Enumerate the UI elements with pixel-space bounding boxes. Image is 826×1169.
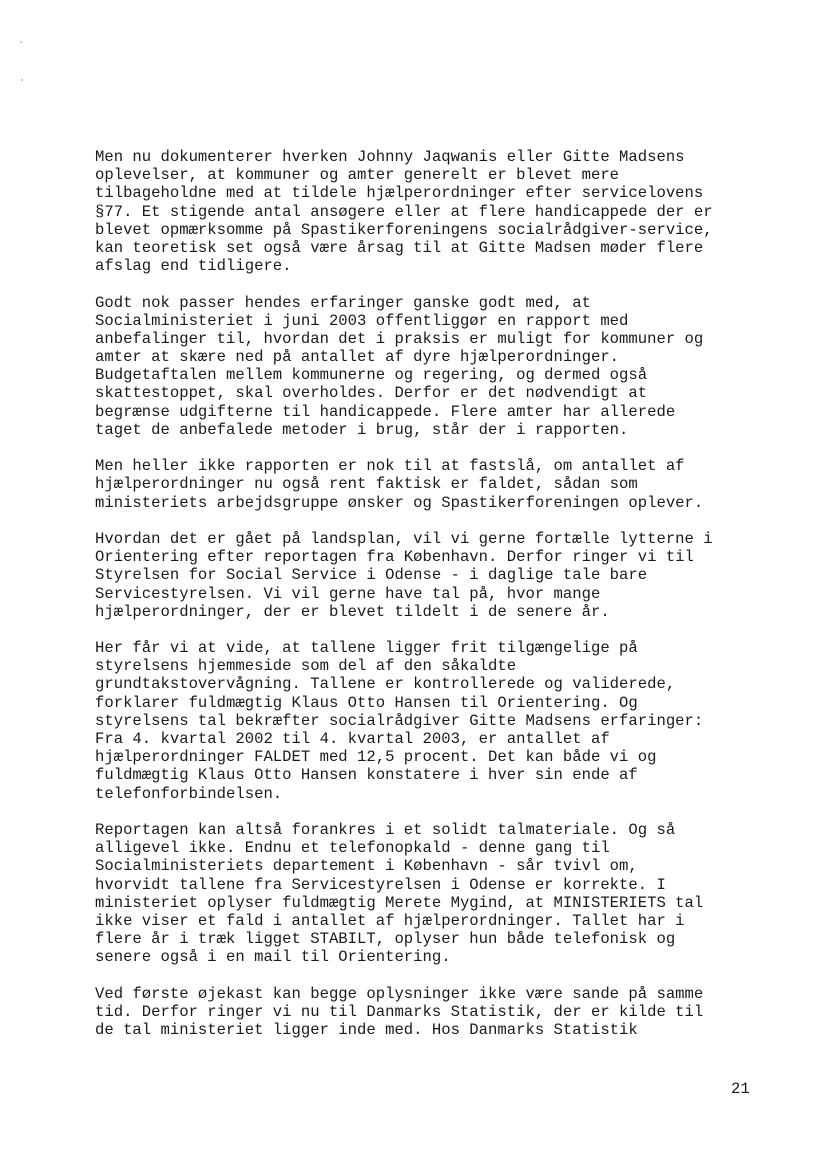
text-line: ikke viser et fald i antallet af hjælperordninger. Tallet har i: [95, 911, 685, 930]
text-line: tilbageholdne med at tildele hjælperordninger efter servicelovens: [95, 184, 704, 203]
text-line: oplevelser, at kommuner og amter generelt er blevet mere: [95, 166, 620, 185]
paragraph-5: [95, 639, 755, 803]
text-line: blevet opmærksomme på Spastikerforeningens socialrådgiver-service,: [95, 220, 713, 239]
text-line: taget de anbefalede metoder i brug, står der i rapporten.: [95, 420, 629, 439]
text-line: Fra 4. kvartal 2002 til 4. kvartal 2003, er antallet af: [95, 730, 610, 748]
text-line: afslag end tidligere.: [95, 257, 292, 276]
text-line: Socialministeriets departement i København - sår tvivl om,: [95, 857, 638, 876]
text-line: ministeriets arbejdsgruppe ønsker og Spastikerforeningen oplever.: [95, 493, 704, 512]
text-line: hjælperordninger, der er blevet tildelt i de senere år.: [95, 602, 610, 621]
text-line: hvorvidt tallene fra Servicestyrelsen i Odense er korrekte. I: [95, 875, 666, 894]
text-line: Budgetaftalen mellem kommunerne og regering, og dermed også: [95, 366, 648, 385]
text-line: styrelsens hjemmeside som del af den såkaldte: [95, 657, 517, 676]
text-line: Servicestyrelsen. Vi vil gerne have tal på, hvor mange: [95, 584, 601, 603]
text-line: tid. Derfor ringer vi nu til Danmarks Statistik, der er kilde til: [95, 1002, 704, 1021]
text-line: Ved første øjekast kan begge oplysninger ikke være sande på samme: [95, 984, 704, 1003]
text-line: amter at skære ned på antallet af dyre hjælperordninger.: [95, 348, 620, 367]
text-line: forklarer fuldmægtig Klaus Otto Hansen til Orientering. Og: [95, 693, 638, 712]
text-line: Orientering efter reportagen fra København. Derfor ringer vi til: [95, 548, 694, 567]
text-line: skattestoppet, skal overholdes. Derfor er det nødvendigt at: [95, 384, 648, 403]
text-line: Men heller ikke rapporten er nok til at fastslå, om antallet af: [95, 457, 685, 476]
text-line: Styrelsen for Social Service i Odense - i daglige tale bare: [95, 566, 648, 585]
paragraph-2: [95, 294, 755, 440]
text-line: Socialministeriet i juni 2003 offentliggør en rapport med: [95, 311, 629, 330]
text-line: kan teoretisk set også være årsag til at Gitte Madsen møder flere: [95, 238, 704, 257]
text-line: Men nu dokumenterer hverken Johnny Jaqwanis eller Gitte Madsens: [95, 148, 685, 166]
body-text: [95, 148, 755, 1057]
text-line: Godt nok passer hendes erfaringer ganske godt med, at: [95, 293, 591, 312]
page-number: 21: [731, 1080, 750, 1098]
paragraph-6: [95, 821, 755, 967]
paragraph-3: [95, 457, 755, 512]
text-line: ministeriet oplyser fuldmægtig Merete Mygind, at MINISTERIETS tal: [95, 893, 704, 912]
text-line: begrænse udgifterne til handicappede. Flere amter har allerede: [95, 402, 676, 421]
text-line: styrelsens tal bekræfter socialrådgiver Gitte Madsens erfaringer:: [95, 711, 704, 730]
text-line: anbefalinger til, hvordan det i praksis er muligt for kommuner og: [95, 329, 704, 348]
text-line: telefonforbindelsen.: [95, 784, 283, 803]
text-line: hjælperordninger nu også rent faktisk er faldet, sådan som: [95, 475, 638, 494]
text-line: Hvordan det er gået på landsplan, vil vi gerne fortælle lytterne i: [95, 529, 713, 548]
text-line: senere også i en mail til Orientering.: [95, 948, 451, 967]
text-line: §77. Et stigende antal ansøgere eller at flere handicappede der er: [95, 202, 713, 221]
text-line: fuldmægtig Klaus Otto Hansen konstatere i hver sin ende af: [95, 766, 638, 785]
text-line: Reportagen kan altså forankres i et solidt talmateriale. Og så: [95, 820, 676, 839]
text-line: de tal ministeriet ligger inde med. Hos Danmarks Statistik: [95, 1021, 638, 1039]
text-line: Her får vi at vide, at tallene ligger frit tilgængelige på: [95, 639, 638, 658]
text-line: grundtakstovervågning. Tallene er kontrollerede og validerede,: [95, 675, 676, 694]
scan-speck: [21, 79, 23, 81]
paragraph-7: [95, 985, 755, 1040]
text-line: alligevel ikke. Endnu et telefonopkald - denne gang til: [95, 839, 610, 858]
paragraph-1: [95, 148, 755, 275]
scan-speck: [20, 41, 22, 43]
text-line: hjælperordninger FALDET med 12,5 procent. Det kan både vi og: [95, 748, 657, 767]
paragraph-4: [95, 530, 755, 621]
text-line: flere år i træk ligget STABILT, oplyser hun både telefonisk og: [95, 930, 676, 949]
